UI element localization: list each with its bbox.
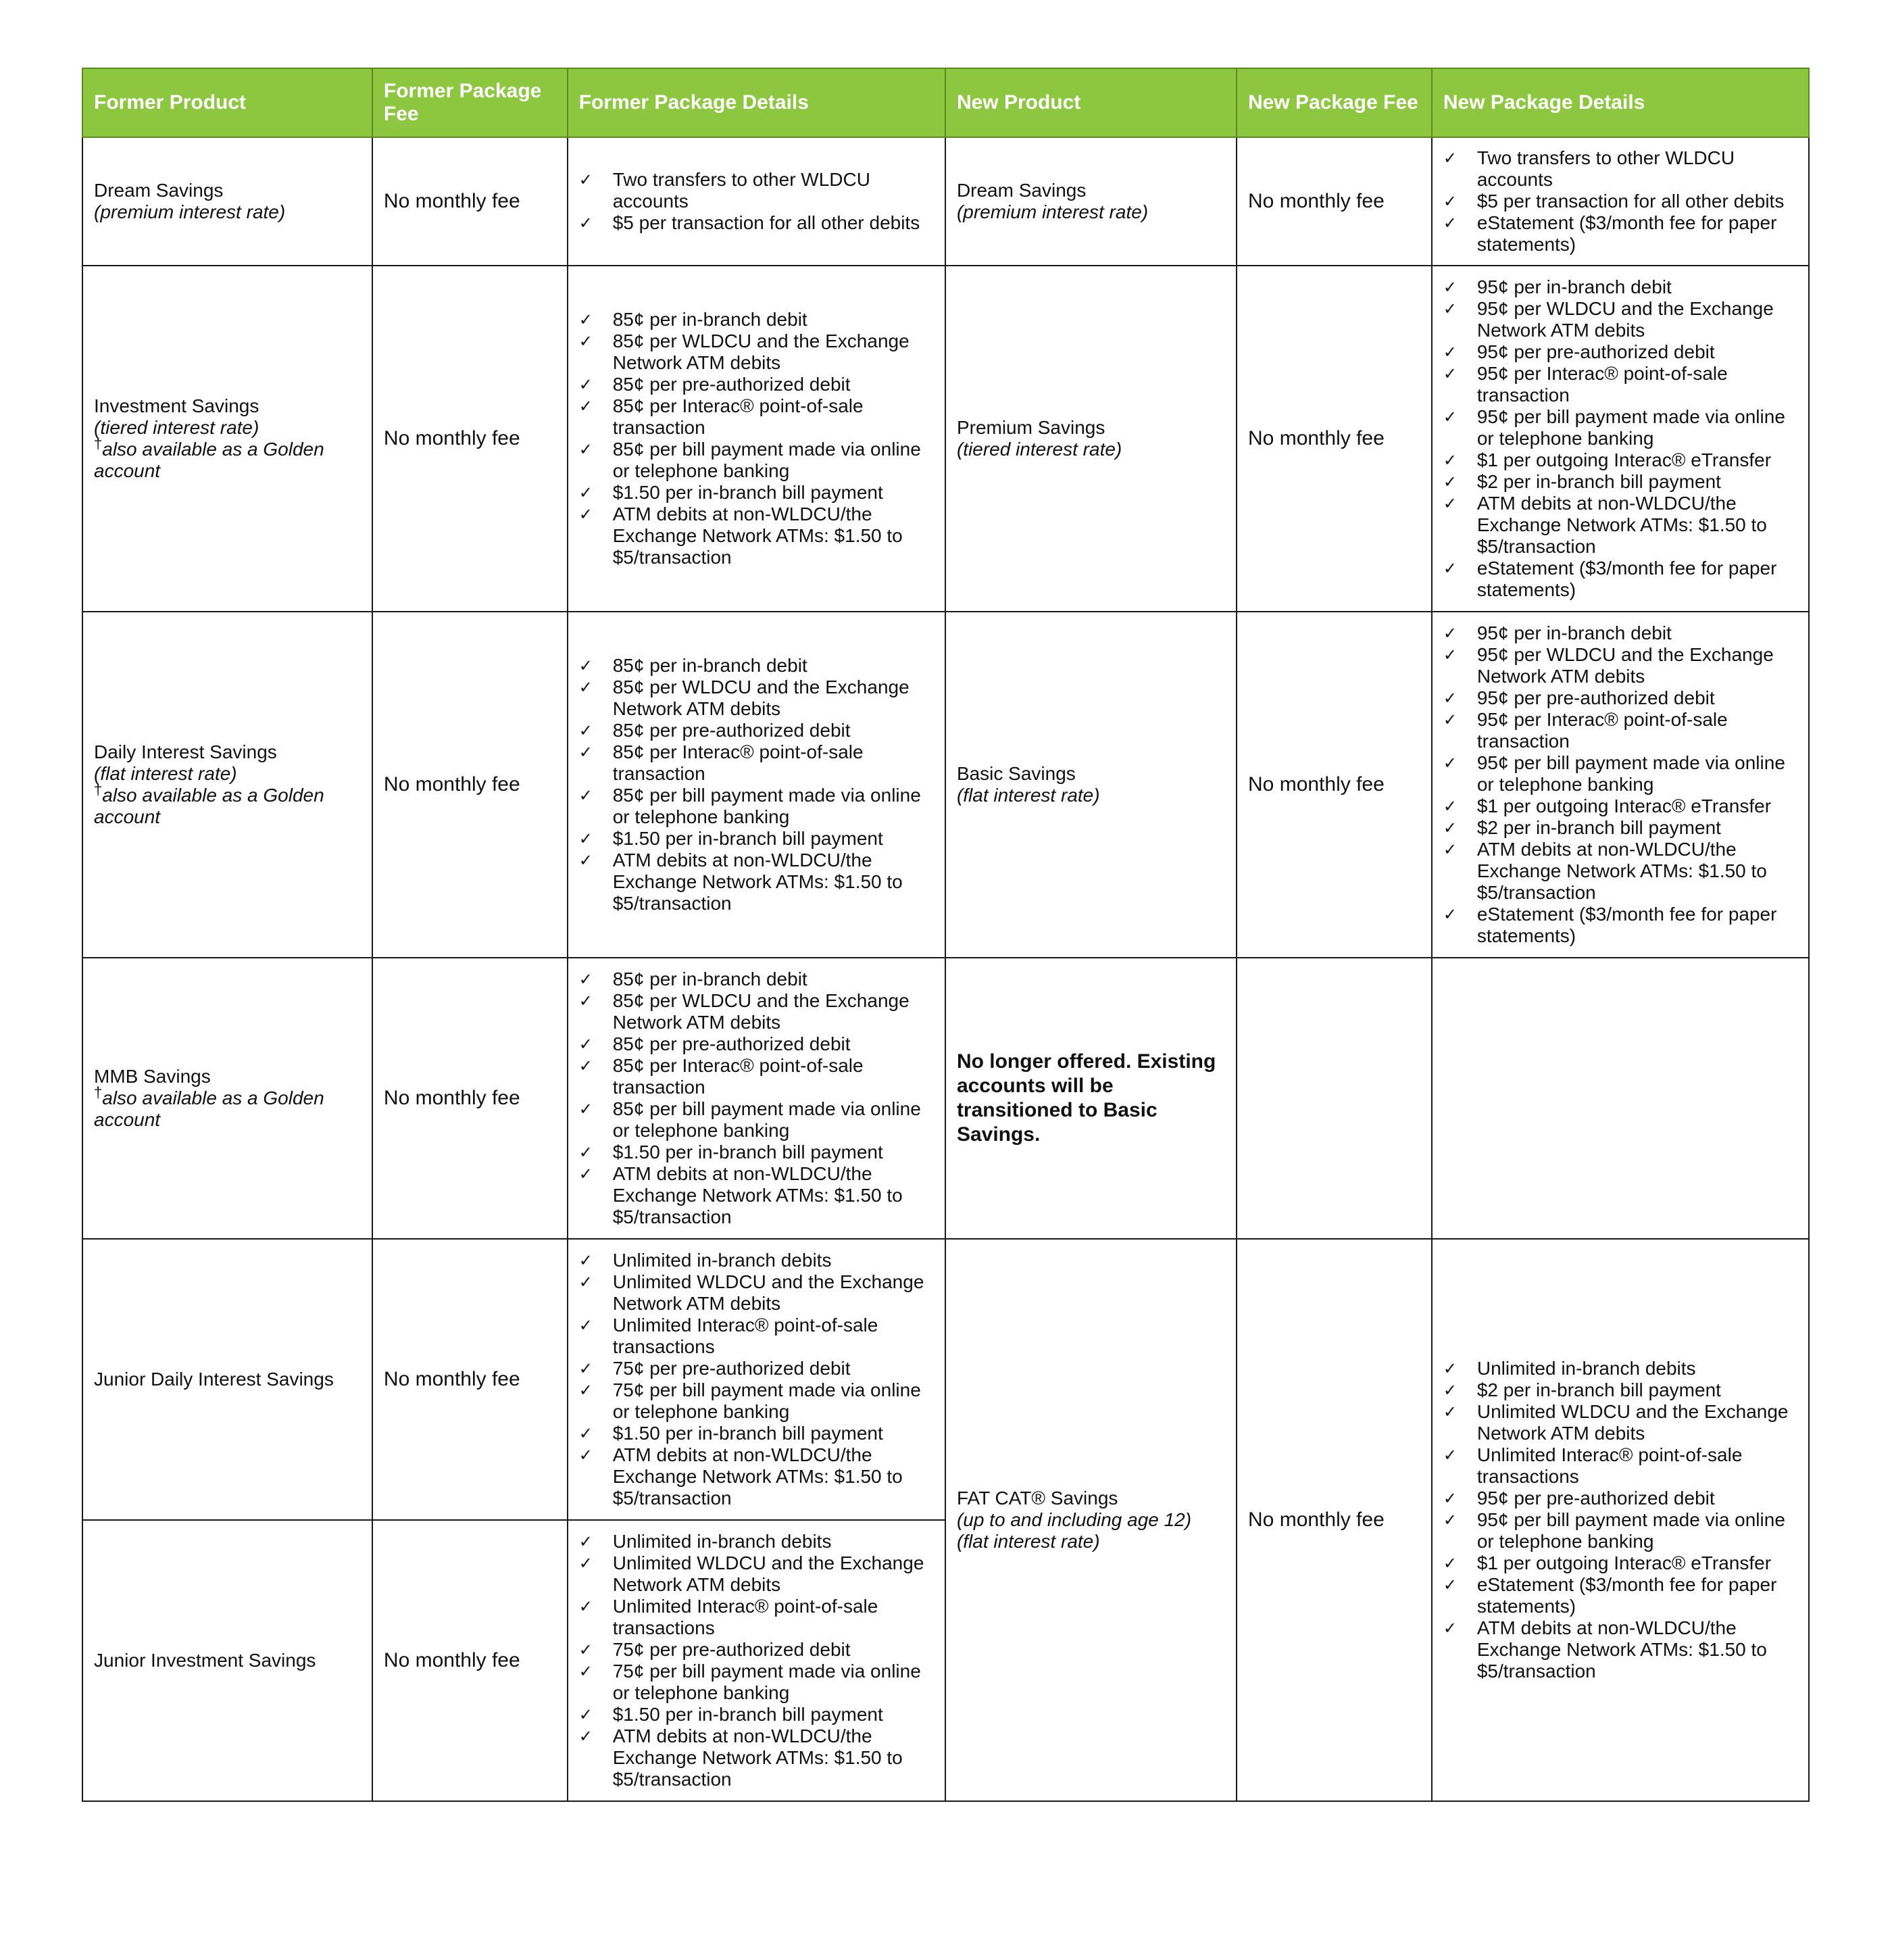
table-row [82, 612, 1809, 958]
list-item: ✓ Unlimited Interac® point-of-sale transactions [579, 1596, 934, 1639]
list-item: ✓ 85¢ per in-branch debit [579, 969, 934, 990]
list-item: ✓ Unlimited Interac® point-of-sale transactions [1443, 1444, 1797, 1488]
list-item: ✓ 95¢ per WLDCU and the Exchange Network ATM debits [1443, 644, 1797, 687]
list-item: ✓ Unlimited in-branch debits [579, 1250, 934, 1271]
new-product-name: FAT CAT® Savings [956, 1488, 1118, 1509]
list-item: ✓ $1.50 per in-branch bill payment [579, 1704, 934, 1725]
header-former-product: Former Product [82, 68, 372, 137]
new-product-cell [945, 612, 1237, 958]
list-item: ✓ 95¢ per bill payment made via online or telephone banking [1443, 1509, 1797, 1552]
new-details-cell [1432, 958, 1809, 1239]
list-item: ✓ 85¢ per WLDCU and the Exchange Network ATM debits [579, 330, 934, 374]
list-item: ✓ $1 per outgoing Interac® eTransfer [1443, 449, 1797, 471]
list-item: ✓ $5 per transaction for all other debits [579, 212, 934, 234]
former-fee-cell [372, 958, 568, 1239]
table-row [82, 1239, 1809, 1520]
header-new-product: New Product [945, 68, 1237, 137]
list-item: ✓ 75¢ per bill payment made via online or telephone banking [579, 1661, 934, 1704]
new-product-cell [945, 1239, 1237, 1801]
table-header [82, 68, 1809, 137]
former-fee-cell [372, 266, 568, 612]
list-item: ✓ Unlimited WLDCU and the Exchange Network ATM debits [1443, 1401, 1797, 1444]
list-item: ✓ ATM debits at non-WLDCU/the Exchange Network ATMs: $1.50 to $5/transaction [1443, 493, 1797, 558]
list-item: ✓ 75¢ per pre-authorized debit [579, 1639, 934, 1661]
former-fee-cell [372, 137, 568, 266]
former-details-cell [568, 958, 945, 1239]
former-details-cell [568, 137, 945, 266]
list-item: ✓ 95¢ per Interac® point-of-sale transaction [1443, 363, 1797, 406]
former-details-list [579, 309, 934, 568]
former-fee: No monthly fee [383, 773, 520, 795]
new-product-name: Basic Savings [956, 763, 1076, 784]
list-item: ✓ ATM debits at non-WLDCU/the Exchange Network ATMs: $1.50 to $5/transaction [579, 850, 934, 914]
table-row [82, 137, 1809, 266]
list-item: ✓ 85¢ per Interac® point-of-sale transaction [579, 741, 934, 785]
dagger-mark: † [94, 435, 103, 452]
list-item: ✓ 85¢ per Interac® point-of-sale transaction [579, 395, 934, 439]
list-item: ✓ 95¢ per pre-authorized debit [1443, 687, 1797, 709]
new-details-list [1443, 1358, 1797, 1682]
new-product-note: (premium interest rate) [956, 201, 1149, 222]
former-product-cell [82, 266, 372, 612]
list-item: ✓ 85¢ per WLDCU and the Exchange Network ATM debits [579, 677, 934, 720]
new-details-cell [1432, 266, 1809, 612]
list-item: ✓ eStatement ($3/month fee for paper statements) [1443, 558, 1797, 601]
new-details-list [1443, 622, 1797, 947]
list-item: ✓ ATM debits at non-WLDCU/the Exchange Network ATMs: $1.50 to $5/transaction [579, 1163, 934, 1228]
list-item: ✓ Unlimited in-branch debits [1443, 1358, 1797, 1379]
list-item: ✓ $1.50 per in-branch bill payment [579, 1423, 934, 1444]
golden-account-note: †also available as a Golden account [94, 435, 324, 481]
former-fee-cell [372, 1239, 568, 1520]
new-details-cell [1432, 612, 1809, 958]
header-former-package-fee: Former Package Fee [372, 68, 568, 137]
header-new-package-details: New Package Details [1432, 68, 1809, 137]
new-product-note: (flat interest rate) [956, 785, 1100, 806]
dagger-mark: † [94, 1083, 103, 1101]
list-item: ✓ 95¢ per pre-authorized debit [1443, 341, 1797, 363]
new-details-cell [1432, 1239, 1809, 1801]
list-item: ✓ Two transfers to other WLDCU accounts [1443, 147, 1797, 191]
former-product-name: Dream Savings [94, 180, 224, 201]
list-item: ✓ 95¢ per bill payment made via online or telephone banking [1443, 406, 1797, 449]
list-item: ✓ Unlimited in-branch debits [579, 1531, 934, 1552]
list-item: ✓ 75¢ per pre-authorized debit [579, 1358, 934, 1379]
list-item: ✓ Unlimited WLDCU and the Exchange Network ATM debits [579, 1271, 934, 1315]
list-item: ✓ $1 per outgoing Interac® eTransfer [1443, 795, 1797, 817]
list-item: ✓ 85¢ per WLDCU and the Exchange Network ATM debits [579, 990, 934, 1033]
new-details-cell [1432, 137, 1809, 266]
former-product-cell [82, 612, 372, 958]
former-details-list [579, 169, 934, 234]
list-item: ✓ ATM debits at non-WLDCU/the Exchange Network ATMs: $1.50 to $5/transaction [579, 1444, 934, 1509]
former-fee: No monthly fee [383, 427, 520, 449]
list-item: ✓ $2 per in-branch bill payment [1443, 817, 1797, 839]
new-details-list [1443, 147, 1797, 255]
new-fee: No monthly fee [1248, 1509, 1385, 1531]
new-product-name: Dream Savings [956, 180, 1087, 201]
new-fee: No monthly fee [1248, 773, 1385, 795]
list-item: ✓ 85¢ per pre-authorized debit [579, 1033, 934, 1055]
list-item: ✓ $1.50 per in-branch bill payment [579, 828, 934, 850]
list-item: ✓ 95¢ per bill payment made via online or telephone banking [1443, 752, 1797, 795]
list-item: ✓ eStatement ($3/month fee for paper statements) [1443, 1574, 1797, 1617]
product-comparison-table [82, 68, 1810, 1802]
former-details-cell [568, 612, 945, 958]
list-item: ✓ eStatement ($3/month fee for paper statements) [1443, 904, 1797, 947]
list-item: ✓ 95¢ per Interac® point-of-sale transaction [1443, 709, 1797, 752]
new-fee-cell [1237, 612, 1432, 958]
list-item: ✓ 85¢ per bill payment made via online or telephone banking [579, 439, 934, 482]
former-product-note: (premium interest rate) [94, 201, 286, 222]
list-item: ✓ 85¢ per bill payment made via online or telephone banking [579, 785, 934, 828]
former-product-name: Junior Daily Interest Savings [94, 1369, 334, 1390]
new-product-note: (up to and including age 12) [956, 1509, 1192, 1530]
list-item: ✓ 85¢ per bill payment made via online or telephone banking [579, 1098, 934, 1142]
new-fee-cell [1237, 1239, 1432, 1801]
new-product-name: Premium Savings [956, 417, 1105, 438]
former-product-cell [82, 1520, 372, 1801]
header-new-package-fee: New Package Fee [1237, 68, 1432, 137]
new-product-cell [945, 137, 1237, 266]
former-details-cell [568, 1239, 945, 1520]
dagger-mark: † [94, 781, 103, 798]
list-item: ✓ 95¢ per WLDCU and the Exchange Network ATM debits [1443, 298, 1797, 341]
former-details-cell [568, 1520, 945, 1801]
table-body [82, 137, 1809, 1801]
list-item: ✓ eStatement ($3/month fee for paper statements) [1443, 212, 1797, 255]
former-fee-cell [372, 1520, 568, 1801]
former-details-cell [568, 266, 945, 612]
former-details-list [579, 969, 934, 1228]
header-row [82, 68, 1809, 137]
former-product-cell [82, 137, 372, 266]
list-item: ✓ $2 per in-branch bill payment [1443, 1379, 1797, 1401]
list-item: ✓ $5 per transaction for all other debits [1443, 191, 1797, 212]
list-item: ✓ 95¢ per in-branch debit [1443, 276, 1797, 298]
former-fee: No monthly fee [383, 1087, 520, 1109]
former-product-cell [82, 1239, 372, 1520]
list-item: ✓ Unlimited WLDCU and the Exchange Network ATM debits [579, 1552, 934, 1596]
former-product-name: Junior Investment Savings [94, 1650, 316, 1671]
list-item: ✓ ATM debits at non-WLDCU/the Exchange Network ATMs: $1.50 to $5/transaction [1443, 839, 1797, 904]
former-details-list [579, 1250, 934, 1509]
former-product-note: (tiered interest rate) [94, 417, 259, 438]
list-item: ✓ ATM debits at non-WLDCU/the Exchange Network ATMs: $1.50 to $5/transaction [579, 1725, 934, 1790]
former-fee: No monthly fee [383, 190, 520, 212]
list-item: ✓ $2 per in-branch bill payment [1443, 471, 1797, 493]
former-product-name: Investment Savings [94, 395, 259, 416]
former-product-name: MMB Savings [94, 1066, 211, 1087]
list-item: ✓ 85¢ per pre-authorized debit [579, 374, 934, 395]
header-former-package-details: Former Package Details [568, 68, 945, 137]
new-fee-cell [1237, 958, 1432, 1239]
new-details-list [1443, 276, 1797, 601]
list-item: ✓ 85¢ per pre-authorized debit [579, 720, 934, 741]
new-product-note: (tiered interest rate) [956, 439, 1122, 460]
list-item: ✓ 95¢ per pre-authorized debit [1443, 1488, 1797, 1509]
discontinued-notice: No longer offered. Existing accounts will be transitioned to Basic Savings. [956, 1050, 1216, 1146]
list-item: ✓ ATM debits at non-WLDCU/the Exchange Network ATMs: $1.50 to $5/transaction [579, 504, 934, 568]
table-row [82, 266, 1809, 612]
list-item: ✓ 85¢ per in-branch debit [579, 655, 934, 677]
former-product-cell [82, 958, 372, 1239]
list-item: ✓ Unlimited Interac® point-of-sale transactions [579, 1315, 934, 1358]
new-product-cell [945, 958, 1237, 1239]
new-fee: No monthly fee [1248, 190, 1385, 212]
former-details-list [579, 1531, 934, 1790]
new-product-cell [945, 266, 1237, 612]
new-product-note-rate: (flat interest rate) [956, 1531, 1100, 1552]
list-item: ✓ Two transfers to other WLDCU accounts [579, 169, 934, 212]
list-item: ✓ $1 per outgoing Interac® eTransfer [1443, 1552, 1797, 1574]
golden-account-note: †also available as a Golden account [94, 1083, 324, 1130]
list-item: ✓ ATM debits at non-WLDCU/the Exchange Network ATMs: $1.50 to $5/transaction [1443, 1617, 1797, 1682]
list-item: ✓ 85¢ per in-branch debit [579, 309, 934, 330]
list-item: ✓ 75¢ per bill payment made via online or telephone banking [579, 1379, 934, 1423]
list-item: ✓ 95¢ per in-branch debit [1443, 622, 1797, 644]
list-item: ✓ $1.50 per in-branch bill payment [579, 482, 934, 504]
table-row [82, 958, 1809, 1239]
list-item: ✓ $1.50 per in-branch bill payment [579, 1142, 934, 1163]
former-product-name: Daily Interest Savings [94, 741, 277, 762]
new-fee: No monthly fee [1248, 427, 1385, 449]
former-fee-cell [372, 612, 568, 958]
new-fee-cell [1237, 137, 1432, 266]
former-product-note: (flat interest rate) [94, 763, 237, 784]
former-details-list [579, 655, 934, 914]
golden-account-note: †also available as a Golden account [94, 781, 324, 827]
former-fee: No monthly fee [383, 1649, 520, 1671]
former-fee: No monthly fee [383, 1368, 520, 1390]
new-fee-cell [1237, 266, 1432, 612]
list-item: ✓ 85¢ per Interac® point-of-sale transaction [579, 1055, 934, 1098]
